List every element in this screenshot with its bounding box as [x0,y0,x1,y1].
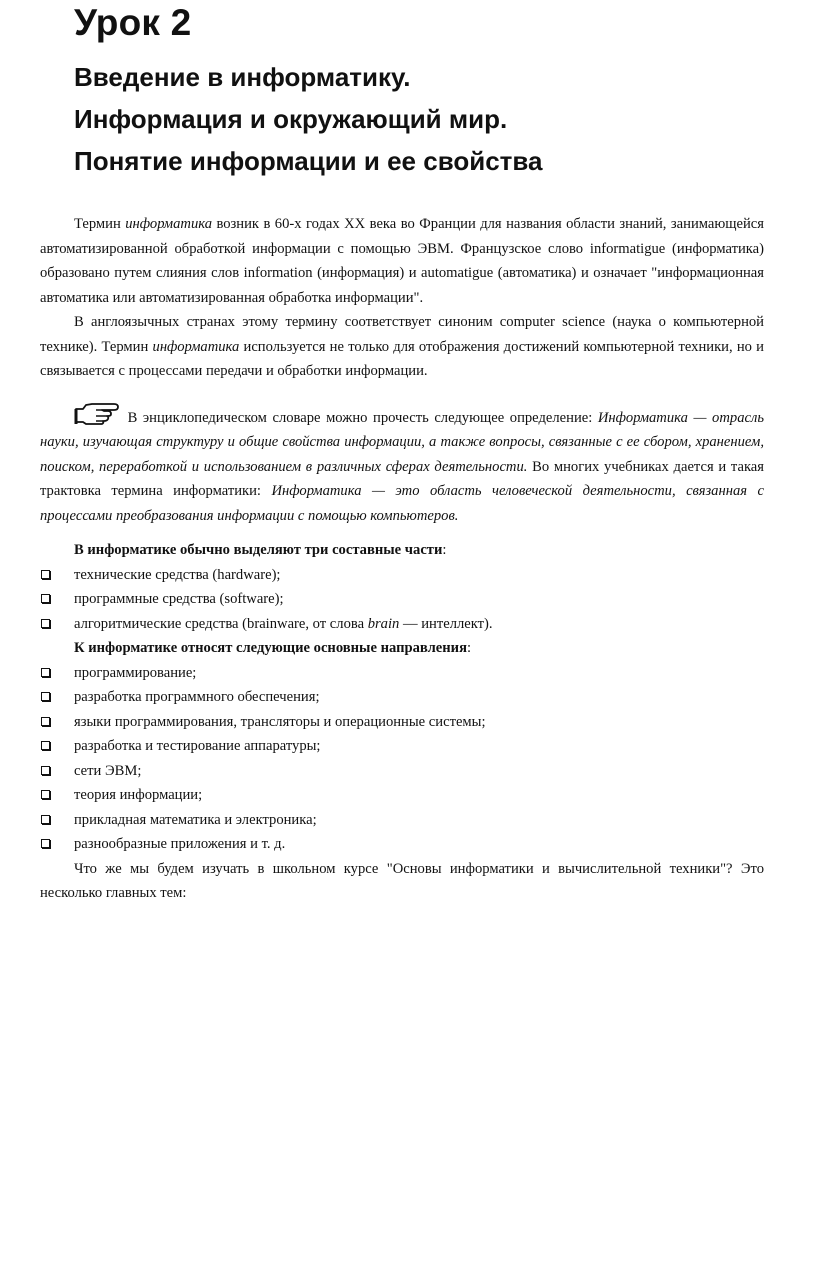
closing-paragraph: Что же мы будем изучать в школьном курсе "Основы информатики и вычислительной техники"? Это несколько главных тем: [40,860,764,901]
list-item-text: прикладная математика и электроника; [74,811,317,828]
heading-line-3: Понятие информации и ее свойства [74,146,543,176]
list-item-text: разработка и тестирование аппаратуры; [74,738,321,754]
term-emphasis: информатика [152,338,240,355]
list-item [40,563,764,588]
list-item [40,661,764,686]
list-item [40,808,764,833]
list-item [40,734,764,759]
checkbox-icon [41,668,50,677]
checkbox-icon [41,619,50,628]
list-item [40,832,764,857]
checkbox-icon [41,766,50,775]
note-middle: Во многих учебниках дается и такая трактовка термина информатики: [40,458,764,499]
checkbox-icon [41,692,50,701]
list-item-text: программирование; [74,664,197,681]
directions-lead [40,636,764,661]
checkbox-icon [41,594,50,603]
parts-list [40,563,764,637]
list-item [40,612,764,637]
list-item-text: теория информации; [74,787,203,803]
paragraph-text: используется не только для отображения достижений компьютерной техники, но и связывается с процессами передачи и обработки информации. [40,338,764,379]
chapter-headings [74,56,543,182]
list-item-text: разнообразные приложения и т. д. [74,836,286,852]
list-item [40,685,764,710]
list-item [40,783,764,808]
paragraph-computer-science [40,310,764,384]
checkbox-icon [41,570,50,579]
checkbox-icon [41,839,50,848]
directions-lead-text: К информатике относят следующие основные направления [74,640,467,656]
checkbox-icon [41,790,50,799]
parts-lead-colon: : [442,542,447,558]
heading-line-2: Информация и окружающий мир. [74,104,508,134]
directions-list [40,661,764,857]
list-item-text: сети ЭВМ; [74,762,142,779]
definition-textbook: Информатика — это область человеческой деятельности, связанная с процессами преобразования информации с помощью компьютеров. [40,483,764,524]
list-item-text: — интеллект). [399,615,493,632]
list-item [40,759,764,784]
list-item-text: разработка программного обеспечения; [74,689,320,705]
definition-note [40,400,764,529]
checkbox-icon [41,717,50,726]
directions-lead-colon: : [466,640,472,656]
parts-lead-text: В информатике обычно выделяют три составные части [74,542,443,558]
list-item [40,587,764,612]
paragraph-text: Термин [74,216,126,232]
list-item-text: языки программирования, трансляторы и операционные системы; [74,713,486,730]
brain-word: brain [367,615,400,632]
definition-encyclopedia: Информатика — отрасль науки, изучающая структуру и общие свойства информации, а также вопросы, связанные с ее сбором, хранением, поиском, переработкой и использованием в различных сферах деятельности. [40,409,764,475]
lesson-title: Урок 2 [74,2,192,43]
note-intro: В энциклопедическом словаре можно прочесть следующее определение: [127,409,598,426]
paragraph-text: В англоязычных странах этому термину соответствует синоним computer science (наука о компьютерной технике). Термин [40,314,764,355]
pointing-hand-icon [74,400,122,426]
list-item-text: технические средства (hardware); [74,566,281,583]
paragraph-term-origin [40,212,764,310]
checkbox-icon [41,741,50,750]
list-item-text: программные средства (software); [74,591,284,607]
list-item [40,710,764,735]
checkbox-icon [41,815,50,824]
heading-line-1: Введение в информатику. [74,62,411,92]
document-body [40,212,764,906]
term-emphasis: информатика [125,216,212,232]
parts-lead [40,538,764,563]
list-item-text: алгоритмические средства (brainware, от слова [74,615,368,632]
paragraph-text: возник в 60-х годах XX века во Франции для названия области знаний, занимающейся автоматизированной обработкой информации с помощью ЭВМ. Французское слово informatigue (информатика) образовано путем слияния слов information (информация) и automatigue (автоматика) и означает "информационная автоматика или автоматизированная обработка информации". [40,216,764,306]
